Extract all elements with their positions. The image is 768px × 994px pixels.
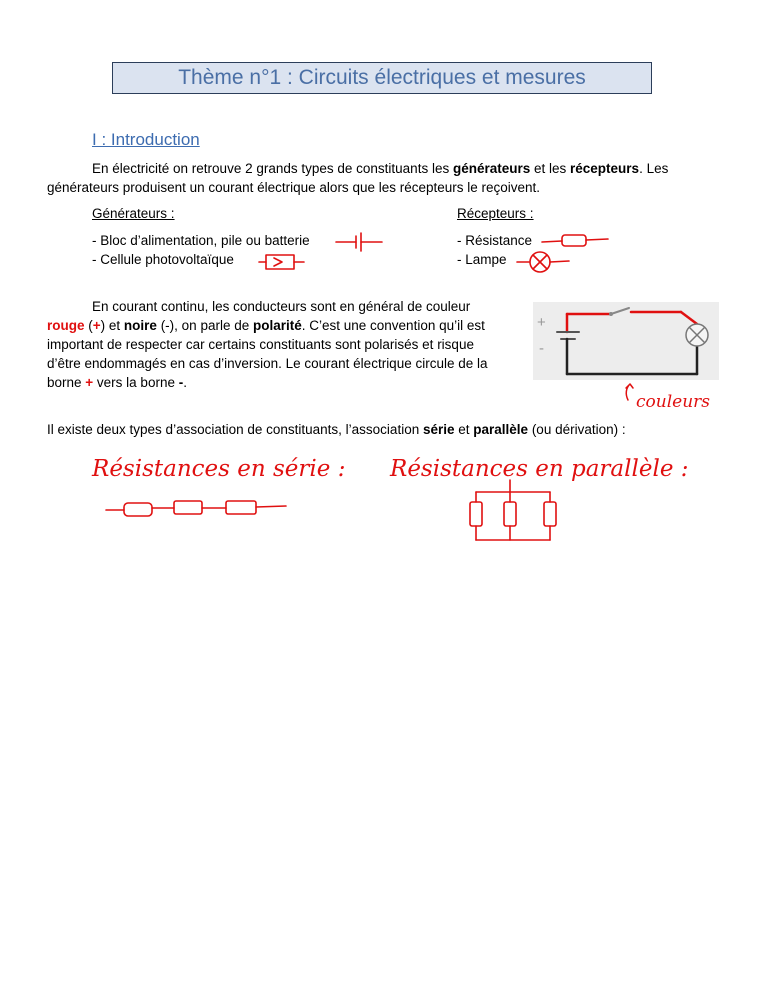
- handwritten-parallele-title: Résistances en parallèle :: [390, 456, 689, 482]
- receiver-item-1: - Résistance: [457, 233, 533, 248]
- receiver-item-2: - Lampe: [457, 252, 507, 267]
- polarity-line-3: important de respecter car certains constituants sont polarisés et risque: [47, 337, 474, 352]
- generators-heading: Générateurs :: [92, 206, 175, 221]
- intro-line-1: En électricité on retrouve 2 grands types de constituants les générateurs et les récepteurs. Les: [92, 161, 669, 176]
- photovoltaic-cell-icon: [258, 252, 306, 272]
- polarity-line-1: En courant continu, les conducteurs sont en général de couleur: [92, 299, 471, 314]
- series-resistors-diagram: [104, 496, 288, 522]
- generator-item-2: - Cellule photovoltaïque: [92, 252, 234, 267]
- battery-symbol-icon: [334, 232, 384, 252]
- annotation-couleurs: couleurs: [636, 392, 711, 412]
- circuit-photo: [533, 302, 719, 380]
- section-heading: I : Introduction: [92, 130, 200, 149]
- polarity-line-5: borne + vers la borne -.: [47, 375, 187, 390]
- polarity-line-2: rouge (+) et noire (-), on parle de polarité. C’est une convention qu’il est: [47, 318, 485, 333]
- parallel-resistors-diagram: [462, 478, 570, 548]
- association-line: Il existe deux types d’association de constituants, l’association série et parallèle (ou dérivation) :: [47, 422, 626, 437]
- circuit-diagram-icon: [533, 302, 719, 380]
- generator-item-1: - Bloc d’alimentation, pile ou batterie: [92, 233, 310, 248]
- polarity-line-4: d’être endommagés en cas d’inversion. Le courant électrique circule de la: [47, 356, 488, 371]
- resistor-symbol-icon: [540, 232, 610, 250]
- handwritten-serie-title: Résistances en série :: [92, 456, 346, 482]
- photo-plus-sign: +: [537, 314, 546, 331]
- receivers-heading: Récepteurs :: [457, 206, 534, 221]
- lamp-symbol-icon: [515, 250, 571, 274]
- page-title: Thème n°1 : Circuits électriques et mesures: [112, 62, 652, 94]
- intro-line-2: générateurs produisent un courant électrique alors que les récepteurs le reçoivent.: [47, 180, 541, 195]
- photo-minus-sign: -: [539, 340, 544, 357]
